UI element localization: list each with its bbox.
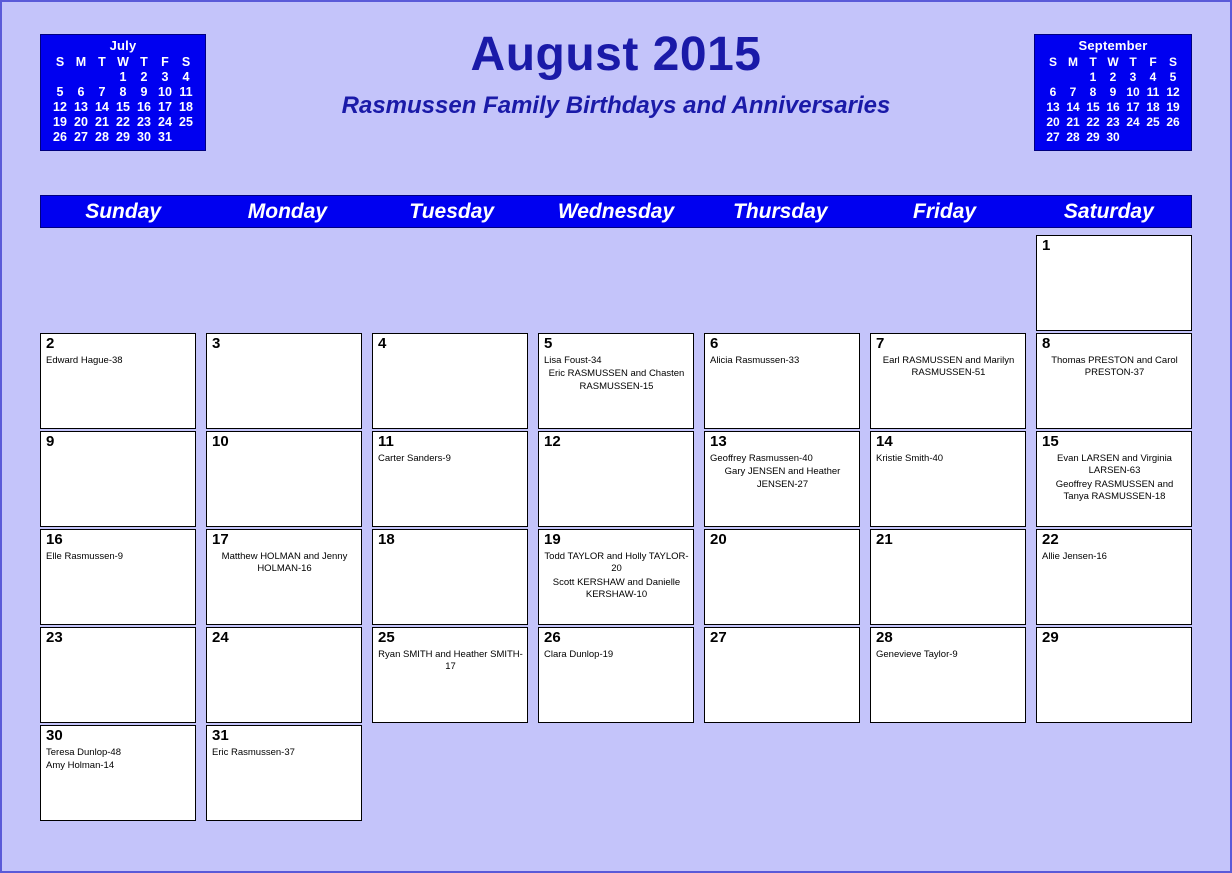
mini-calendar-day <box>176 130 197 145</box>
mini-calendar-day: 25 <box>1146 115 1160 129</box>
day-number: 4 <box>378 335 387 352</box>
mini-calendar-day: 23 <box>1106 115 1120 129</box>
mini-calendar-week-row <box>50 115 197 130</box>
mini-calendar-day: 23 <box>137 115 151 129</box>
mini-calendar-day <box>1043 70 1063 85</box>
calendar-cell-empty <box>40 235 196 331</box>
weekday-header-friday: Friday <box>913 199 977 223</box>
event-item[interactable]: Alicia Rasmussen-33 <box>710 354 800 366</box>
event-item[interactable]: Eric Rasmussen-37 <box>212 746 295 758</box>
mini-calendar-day: 14 <box>95 100 109 114</box>
day-number: 1 <box>1042 237 1051 254</box>
event-list <box>46 747 191 773</box>
weekday-header-tuesday: Tuesday <box>409 199 495 223</box>
calendar-cell[interactable] <box>1036 529 1192 625</box>
mini-calendar-day: 19 <box>53 115 67 129</box>
mini-calendar-day: 6 <box>77 85 85 99</box>
mini-calendar-day: 17 <box>158 100 172 114</box>
event-item[interactable]: Edward Hague-38 <box>46 354 123 366</box>
calendar-grid <box>40 235 1192 821</box>
mini-calendar-day: 11 <box>1146 85 1160 99</box>
calendar-cell[interactable] <box>206 333 362 429</box>
mini-calendar-day: 18 <box>1146 100 1160 114</box>
day-number: 31 <box>212 727 229 744</box>
mini-calendar-next-month <box>1034 34 1192 151</box>
mini-calendar-day <box>1063 70 1083 85</box>
mini-calendar-day: 9 <box>140 85 148 99</box>
mini-calendar-day: 5 <box>1169 70 1177 84</box>
mini-calendar-weekday: T <box>140 55 148 69</box>
calendar-cell[interactable] <box>372 529 528 625</box>
mini-calendar-day: 30 <box>137 130 151 144</box>
mini-calendar-day: 20 <box>74 115 88 129</box>
event-item[interactable]: Lisa Foust-34 <box>544 354 602 366</box>
day-number: 8 <box>1042 335 1051 352</box>
event-item[interactable]: Earl RASMUSSEN and Marilyn RASMUSSEN-51 <box>882 354 1015 379</box>
calendar-cell[interactable] <box>538 627 694 723</box>
mini-calendar-day: 1 <box>1089 70 1097 84</box>
page-title: August 2015 <box>470 28 762 81</box>
mini-calendar-day: 13 <box>1046 100 1060 114</box>
mini-calendar-day <box>1163 130 1183 145</box>
event-list <box>378 453 523 466</box>
day-number: 15 <box>1042 433 1059 450</box>
calendar-cell[interactable] <box>1036 235 1192 331</box>
day-number: 20 <box>710 531 727 548</box>
mini-calendar-day: 24 <box>158 115 172 129</box>
day-number: 18 <box>378 531 395 548</box>
event-list <box>378 649 523 674</box>
calendar-cell[interactable] <box>206 627 362 723</box>
mini-calendar-day: 29 <box>116 130 130 144</box>
mini-calendar-weekday: W <box>1107 55 1119 69</box>
calendar-cell[interactable] <box>870 431 1026 527</box>
calendar-cell[interactable] <box>372 333 528 429</box>
calendar-cell[interactable] <box>704 333 860 429</box>
event-list <box>46 355 191 368</box>
calendar-cell-empty <box>704 235 860 331</box>
day-number: 2 <box>46 335 55 352</box>
event-list <box>46 551 191 564</box>
mini-calendar-day: 8 <box>1089 85 1097 99</box>
day-number: 3 <box>212 335 221 352</box>
calendar-cell[interactable] <box>40 431 196 527</box>
mini-calendar-day: 28 <box>95 130 109 144</box>
day-number: 22 <box>1042 531 1059 548</box>
weekday-header-wednesday: Wednesday <box>557 199 675 223</box>
day-number: 16 <box>46 531 63 548</box>
calendar-cell-empty <box>538 725 694 821</box>
mini-calendar-day: 12 <box>53 100 67 114</box>
page-subtitle: Rasmussen Family Birthdays and Anniversaries <box>341 92 891 120</box>
mini-calendar-day: 24 <box>1126 115 1140 129</box>
event-item[interactable]: Scott KERSHAW and Danielle KERSHAW-10 <box>552 576 681 601</box>
mini-calendar-day: 10 <box>158 85 172 99</box>
calendar-cell-empty <box>704 725 860 821</box>
mini-calendar-previous-month <box>40 34 206 151</box>
day-number: 23 <box>46 629 63 646</box>
mini-calendar-week-row <box>50 70 197 85</box>
calendar-cell[interactable] <box>372 431 528 527</box>
event-list <box>876 453 1021 466</box>
mini-calendar-day: 4 <box>182 70 190 84</box>
event-item[interactable]: Teresa Dunlop-48 <box>46 746 121 758</box>
mini-calendar-week-row <box>1043 130 1183 145</box>
event-item[interactable]: Genevieve Taylor-9 <box>876 648 958 660</box>
day-number: 25 <box>378 629 395 646</box>
calendar-cell[interactable] <box>538 431 694 527</box>
event-item[interactable]: Thomas PRESTON and Carol PRESTON-37 <box>1051 354 1178 379</box>
day-number: 17 <box>212 531 229 548</box>
mini-calendar-weekday-row <box>50 55 197 70</box>
event-item[interactable]: Todd TAYLOR and Holly TAYLOR-20 <box>544 550 689 575</box>
event-item[interactable]: Eric RASMUSSEN and Chasten RASMUSSEN-15 <box>548 368 685 392</box>
day-number: 26 <box>544 629 561 646</box>
mini-calendar-day: 3 <box>161 70 169 84</box>
event-list <box>710 453 855 492</box>
mini-calendar-day: 2 <box>1109 70 1117 84</box>
mini-calendar-weekday: F <box>161 55 169 69</box>
day-number: 24 <box>212 629 229 646</box>
day-number: 9 <box>46 433 55 450</box>
day-number: 29 <box>1042 629 1059 646</box>
mini-calendar-day: 11 <box>179 85 193 99</box>
calendar-cell[interactable] <box>704 431 860 527</box>
weekday-header-sunday: Sunday <box>85 199 162 223</box>
day-number: 27 <box>710 629 727 646</box>
day-number: 10 <box>212 433 229 450</box>
event-item[interactable]: Geoffrey Rasmussen-40 <box>710 452 813 464</box>
event-list <box>876 355 1021 380</box>
mini-calendar-title: September <box>1078 38 1148 53</box>
event-item[interactable]: Evan LARSEN and Virginia LARSEN-63 <box>1057 452 1172 477</box>
day-number: 13 <box>710 433 727 450</box>
mini-calendar-week-row <box>50 85 197 100</box>
mini-calendar-day: 9 <box>1109 85 1117 99</box>
calendar-cell-empty <box>372 235 528 331</box>
calendar-cell[interactable] <box>40 333 196 429</box>
mini-calendar-weekday: T <box>1129 55 1137 69</box>
day-number: 28 <box>876 629 893 646</box>
day-number: 5 <box>544 335 553 352</box>
event-list <box>544 551 689 602</box>
mini-calendar-day: 26 <box>53 130 67 144</box>
calendar-cell[interactable] <box>372 627 528 723</box>
day-number: 19 <box>544 531 561 548</box>
event-list <box>212 747 357 760</box>
mini-calendar-day: 20 <box>1046 115 1060 129</box>
weekday-header-monday: Monday <box>247 199 328 223</box>
event-item[interactable]: Ryan SMITH and Heather SMITH-17 <box>378 648 523 673</box>
event-item[interactable]: Carter Sanders-9 <box>378 452 451 464</box>
mini-calendar-day: 2 <box>140 70 148 84</box>
mini-calendar-day: 16 <box>137 100 151 114</box>
calendar-cell-empty <box>206 235 362 331</box>
event-item[interactable]: Matthew HOLMAN and Jenny HOLMAN-16 <box>221 550 348 575</box>
mini-calendar-day: 21 <box>1066 115 1080 129</box>
day-number: 12 <box>544 433 561 450</box>
day-number: 7 <box>876 335 885 352</box>
event-list <box>1042 453 1187 504</box>
mini-calendar-day: 22 <box>1086 115 1100 129</box>
event-list <box>1042 355 1187 380</box>
mini-calendar-grid <box>1043 55 1183 145</box>
mini-calendar-weekday: S <box>55 55 65 69</box>
mini-calendar-day <box>1123 130 1143 145</box>
mini-calendar-weekday: F <box>1149 55 1157 69</box>
event-list <box>544 355 689 394</box>
mini-calendar-week-row <box>50 130 197 145</box>
weekday-header-row <box>40 195 1192 228</box>
mini-calendar-weekday: T <box>98 55 106 69</box>
mini-calendar-day: 5 <box>56 85 64 99</box>
mini-calendar-day: 16 <box>1106 100 1120 114</box>
event-list <box>876 649 1021 662</box>
mini-calendar-weekday: W <box>117 55 129 69</box>
event-list <box>710 355 855 368</box>
calendar-cell[interactable] <box>1036 333 1192 429</box>
mini-calendar-day: 8 <box>119 85 127 99</box>
mini-calendar-day: 27 <box>1046 130 1060 144</box>
mini-calendar-week-row <box>1043 115 1183 130</box>
day-number: 14 <box>876 433 893 450</box>
mini-calendar-day: 27 <box>74 130 88 144</box>
event-item[interactable]: Kristie Smith-40 <box>876 452 944 464</box>
mini-calendar-weekday: S <box>1168 55 1177 69</box>
calendar-cell[interactable] <box>1036 431 1192 527</box>
event-list <box>1042 551 1187 564</box>
event-item[interactable]: Geoffrey RASMUSSEN and Tanya RASMUSSEN-18 <box>1055 478 1174 503</box>
event-item[interactable]: Elle Rasmussen-9 <box>46 550 124 562</box>
calendar-cell[interactable] <box>40 627 196 723</box>
calendar-cell[interactable] <box>704 529 860 625</box>
event-list <box>212 551 357 576</box>
day-number: 11 <box>378 433 394 450</box>
day-number: 21 <box>876 531 893 548</box>
calendar-cell-empty <box>1036 725 1192 821</box>
calendar-cell-empty <box>870 235 1026 331</box>
mini-calendar-day <box>92 70 113 85</box>
calendar-cell[interactable] <box>40 725 196 821</box>
calendar-cell-empty <box>372 725 528 821</box>
mini-calendar-week-row <box>50 100 197 115</box>
event-item[interactable]: Amy Holman-14 <box>46 760 115 772</box>
calendar-cell[interactable] <box>704 627 860 723</box>
mini-calendar-grid <box>50 55 197 145</box>
mini-calendar-day: 14 <box>1066 100 1080 114</box>
calendar-cell[interactable] <box>206 725 362 821</box>
mini-calendar-day: 4 <box>1149 70 1157 84</box>
mini-calendar-day <box>71 70 92 85</box>
mini-calendar-day: 15 <box>116 100 130 114</box>
mini-calendar-day: 12 <box>1166 85 1180 99</box>
event-item[interactable]: Allie Jensen-16 <box>1042 550 1107 562</box>
calendar-header <box>2 2 1230 157</box>
event-item[interactable]: Clara Dunlop-19 <box>544 648 614 660</box>
weekday-header-saturday: Saturday <box>1063 199 1154 223</box>
mini-calendar-day: 25 <box>179 115 193 129</box>
calendar-cell[interactable] <box>40 529 196 625</box>
mini-calendar-weekday: M <box>1068 55 1078 69</box>
calendar-cell[interactable] <box>206 529 362 625</box>
mini-calendar-day: 19 <box>1166 100 1180 114</box>
calendar-cell-empty <box>538 235 694 331</box>
mini-calendar-day: 3 <box>1129 70 1137 84</box>
calendar-cell[interactable] <box>206 431 362 527</box>
mini-calendar-weekday: M <box>75 55 87 69</box>
calendar-cell-empty <box>870 725 1026 821</box>
calendar-cell[interactable] <box>870 529 1026 625</box>
mini-calendar-day: 18 <box>179 100 193 114</box>
mini-calendar-weekday-row <box>1043 55 1183 70</box>
mini-calendar-day: 7 <box>1069 85 1077 99</box>
mini-calendar-day: 22 <box>116 115 130 129</box>
mini-calendar-day: 6 <box>1049 85 1057 99</box>
mini-calendar-week-row <box>1043 70 1183 85</box>
mini-calendar-weekday: S <box>181 55 191 69</box>
mini-calendar-day: 13 <box>74 100 88 114</box>
weekday-header-thursday: Thursday <box>733 199 828 223</box>
day-number: 6 <box>710 335 719 352</box>
event-list <box>544 649 689 662</box>
mini-calendar-week-row <box>1043 85 1183 100</box>
mini-calendar-day: 10 <box>1126 85 1140 99</box>
mini-calendar-day: 21 <box>95 115 109 129</box>
mini-calendar-day: 1 <box>119 70 127 84</box>
mini-calendar-day: 30 <box>1106 130 1120 144</box>
mini-calendar-day: 31 <box>158 130 172 144</box>
mini-calendar-day: 26 <box>1166 115 1180 129</box>
mini-calendar-title: July <box>109 38 137 53</box>
event-item[interactable]: Gary JENSEN and Heather JENSEN-27 <box>724 466 841 490</box>
day-number: 30 <box>46 727 63 744</box>
mini-calendar-day: 7 <box>98 85 106 99</box>
calendar-cell[interactable] <box>870 333 1026 429</box>
mini-calendar-week-row <box>1043 100 1183 115</box>
mini-calendar-day: 28 <box>1066 130 1080 144</box>
mini-calendar-day <box>50 70 71 85</box>
calendar-cell[interactable] <box>538 529 694 625</box>
mini-calendar-day <box>1143 130 1163 145</box>
mini-calendar-weekday: T <box>1089 55 1097 69</box>
mini-calendar-day: 15 <box>1086 100 1100 114</box>
calendar-cell[interactable] <box>870 627 1026 723</box>
mini-calendar-day: 17 <box>1126 100 1140 114</box>
calendar-cell[interactable] <box>1036 627 1192 723</box>
calendar-cell[interactable] <box>538 333 694 429</box>
mini-calendar-weekday: S <box>1048 55 1057 69</box>
mini-calendar-day: 29 <box>1086 130 1100 144</box>
